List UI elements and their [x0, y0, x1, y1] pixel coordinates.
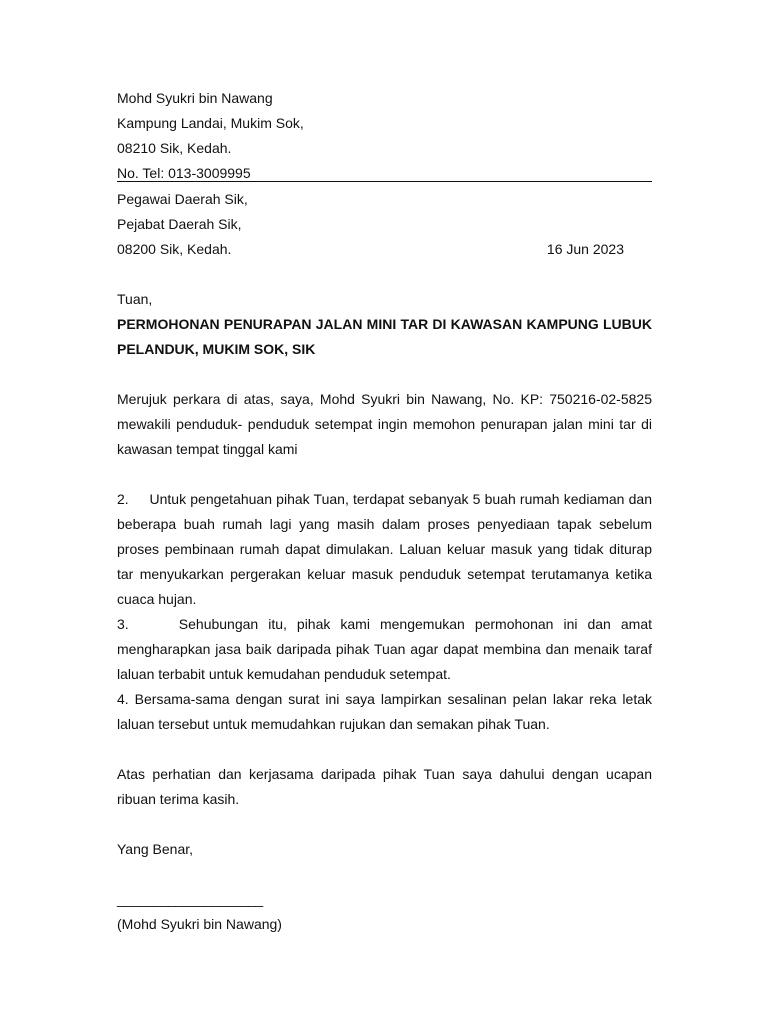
- sender-name: Mohd Syukri bin Nawang: [117, 90, 273, 106]
- recipient-address: 08200 Sik, Kedah.: [117, 241, 232, 257]
- paragraph-3: 3. Sehubungan itu, pihak kami mengemukan permohonan ini dan amat mengharapkan jasa baik daripada pihak Tuan agar dapat membina dan menaik taraf laluan terbabit untuk kemudahan penduduk setempat.: [117, 616, 656, 682]
- recipient-office: Pejabat Daerah Sik,: [117, 216, 242, 232]
- spacer: [117, 737, 652, 762]
- sender-address-2: 08210 Sik, Kedah.: [117, 140, 232, 156]
- signature-line: ____________________: [117, 891, 263, 907]
- signoff: Yang Benar,: [117, 841, 194, 857]
- signature-name: (Mohd Syukri bin Nawang): [117, 916, 282, 932]
- subject-heading: PERMOHONAN PENURAPAN JALAN MINI TAR DI KAWASAN KAMPUNG LUBUK PELANDUK, MUKIM SOK, SIK: [117, 316, 652, 357]
- recipient-address-row: [117, 237, 652, 262]
- paragraph-2: 2. Untuk pengetahuan pihak Tuan, terdapat sebanyak 5 buah rumah kediaman dan beberapa buah rumah lagi yang masih dalam proses penyediaan tapak sebelum proses pembinaan rumah dapat dimulakan. Laluan keluar masuk yang tidak diturap tar menyukarkan pergerakan keluar masuk penduduk setempat terutamanya ketika cuaca hujan.: [117, 491, 656, 607]
- spacer: [117, 462, 652, 487]
- paragraph-closing: Atas perhatian dan kerjasama daripada pihak Tuan saya dahului dengan ucapan ribuan terima kasih.: [117, 766, 652, 807]
- paragraph-intro: Merujuk perkara di atas, saya, Mohd Syukri bin Nawang, No. KP: 750216-02-5825 mewakili penduduk- penduduk setempat ingin memohon penurapan jalan mini tar di kawasan tempat tinggal kami: [117, 391, 652, 457]
- sender-address-1: Kampung Landai, Mukim Sok,: [117, 115, 304, 131]
- salutation: Tuan,: [117, 291, 153, 307]
- letter-page: [117, 86, 656, 937]
- sender-block: [117, 86, 652, 182]
- recipient-block: [117, 187, 652, 262]
- letter-date: 16 Jun 2023: [546, 241, 624, 257]
- paragraph-4: 4. Bersama-sama dengan surat ini saya lampirkan sesalinan pelan lakar reka letak laluan tersebut untuk memudahkan rujukan dan semakan pihak Tuan.: [117, 691, 652, 732]
- spacer: [117, 362, 652, 387]
- sender-phone: No. Tel: 013-3009995: [117, 161, 652, 182]
- spacer: [117, 812, 652, 837]
- recipient-title: Pegawai Daerah Sik,: [117, 191, 248, 207]
